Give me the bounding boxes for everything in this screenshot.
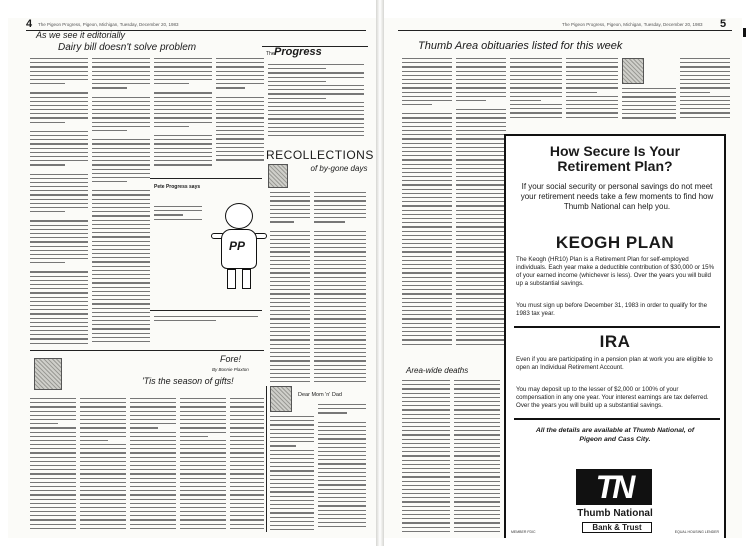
deaths-column-1 — [402, 380, 450, 532]
obituaries-headline: Thumb Area obituaries listed for this week — [418, 40, 623, 52]
masthead-name: Progress — [274, 46, 322, 58]
fore-column-4 — [180, 398, 226, 530]
ira-body-2: You may deposit up to the lesser of $2,000 or 100% of your compensation in any one year. Your interest earnings are tax deferred. Over the years you will build up a substantial savings. — [516, 386, 709, 409]
fore-column-1 — [30, 398, 76, 530]
dear-heading: Dear Mom 'n' Dad — [298, 392, 342, 398]
fore-headline: 'Tis the season of gifts! — [142, 376, 234, 386]
retirement-plan-ad — [504, 134, 726, 538]
registration-mark — [743, 28, 746, 37]
fdic-notice: MEMBER FDIC — [511, 530, 536, 534]
cartoon-text — [154, 206, 202, 236]
ad-note: All the details are available at Thumb National, of Pigeon and Cass City. — [535, 427, 695, 443]
equal-housing-notice: EQUAL HOUSING LENDER — [674, 530, 719, 534]
dear-column-2 — [318, 404, 366, 530]
fore-byline: By Bonnie Plaxton — [212, 367, 249, 372]
ad-title: How Secure Is Your Retirement Plan? — [549, 143, 681, 174]
ira-body: Even if you are participating in a pension plan at work you are eligible to open an Individual Retirement Account. — [516, 356, 713, 371]
cartoon-logo: PP — [229, 239, 246, 253]
cartoon-box-rule — [150, 178, 262, 179]
deaths-column-2 — [454, 380, 500, 532]
bank-name: Thumb National — [577, 508, 653, 519]
box-rule — [150, 310, 262, 311]
obituary-column-3 — [510, 58, 562, 128]
folio-rule — [398, 30, 732, 31]
editorial-column-1 — [30, 58, 88, 344]
obituary-column-4 — [566, 58, 618, 128]
folio-line: The Pigeon Progress, Pigeon, Michigan, Tuesday, December 20, 1983 — [562, 22, 703, 27]
obituary-photo — [622, 58, 644, 84]
cartoon-leg — [242, 269, 251, 289]
fore-column-3 — [130, 398, 176, 530]
obituary-column-2 — [456, 58, 506, 358]
short-item — [154, 316, 258, 336]
folio-line: The Pigeon Progress, Pigeon, Michigan, Tuesday, December 20, 1983 — [38, 22, 179, 27]
keogh-body: The Keogh (HR10) Plan is a Retirement Plan for self-employed individuals. Each year make a deductible contribution of $30,000 or 15% of your earned income (whichever is less). Over the years you will build up a substantial savings. — [516, 256, 715, 287]
keogh-deadline: You must sign up before December 31, 1983 in order to qualify for the 1983 tax year. — [516, 302, 708, 317]
editorial-column-2 — [92, 58, 150, 344]
editorial-headline: Dairy bill doesn't solve problem — [58, 42, 197, 53]
obituary-column-5 — [622, 88, 676, 128]
page-number: 4 — [26, 18, 33, 30]
fore-column-2 — [80, 398, 126, 530]
ad-divider — [514, 418, 720, 420]
page-number: 5 — [720, 18, 727, 30]
recollections-subtitle: of by-gone days — [310, 164, 368, 173]
keogh-title: KEOGH PLAN — [555, 233, 675, 252]
recollections-title: RECOLLECTIONS — [266, 148, 374, 162]
ad-lead-text: If your social security or personal savings do not meet your retirement needs take a few moments to find how Thumb National can help you. — [520, 182, 714, 211]
cartoon-head — [225, 203, 253, 229]
cartoon-caption: Pete Progress says — [154, 184, 201, 190]
recollections-photo — [268, 164, 288, 188]
fore-heading: Fore! — [220, 354, 242, 364]
right-page — [384, 18, 742, 538]
dear-column-1 — [270, 416, 314, 530]
ira-title: IRA — [599, 332, 631, 351]
bank-subname: Bank & Trust — [582, 522, 652, 533]
masthead-prefix: The — [266, 51, 275, 57]
recollections-column-2 — [314, 192, 366, 382]
dear-column-rule — [266, 386, 267, 532]
obituary-column-1 — [402, 58, 452, 358]
thumb-national-logo: TN — [576, 469, 652, 505]
pete-progress-cartoon — [211, 201, 267, 293]
recollections-column-1 — [270, 192, 310, 382]
deaths-heading: Area-wide deaths — [406, 366, 469, 375]
fore-column-5 — [230, 398, 264, 530]
editorial-column-4 — [216, 58, 264, 168]
page-gutter — [376, 0, 384, 546]
section-heading: As we see it editorially — [36, 30, 126, 40]
dear-columnist-photo — [270, 386, 292, 412]
masthead-details — [268, 64, 364, 138]
obituary-column-6 — [680, 58, 730, 128]
cartoon-leg — [227, 269, 236, 289]
ad-divider — [514, 326, 720, 328]
editorial-column-3 — [154, 58, 212, 168]
fore-columnist-photo — [34, 358, 62, 390]
fore-rule — [30, 350, 264, 351]
left-page — [8, 18, 376, 538]
